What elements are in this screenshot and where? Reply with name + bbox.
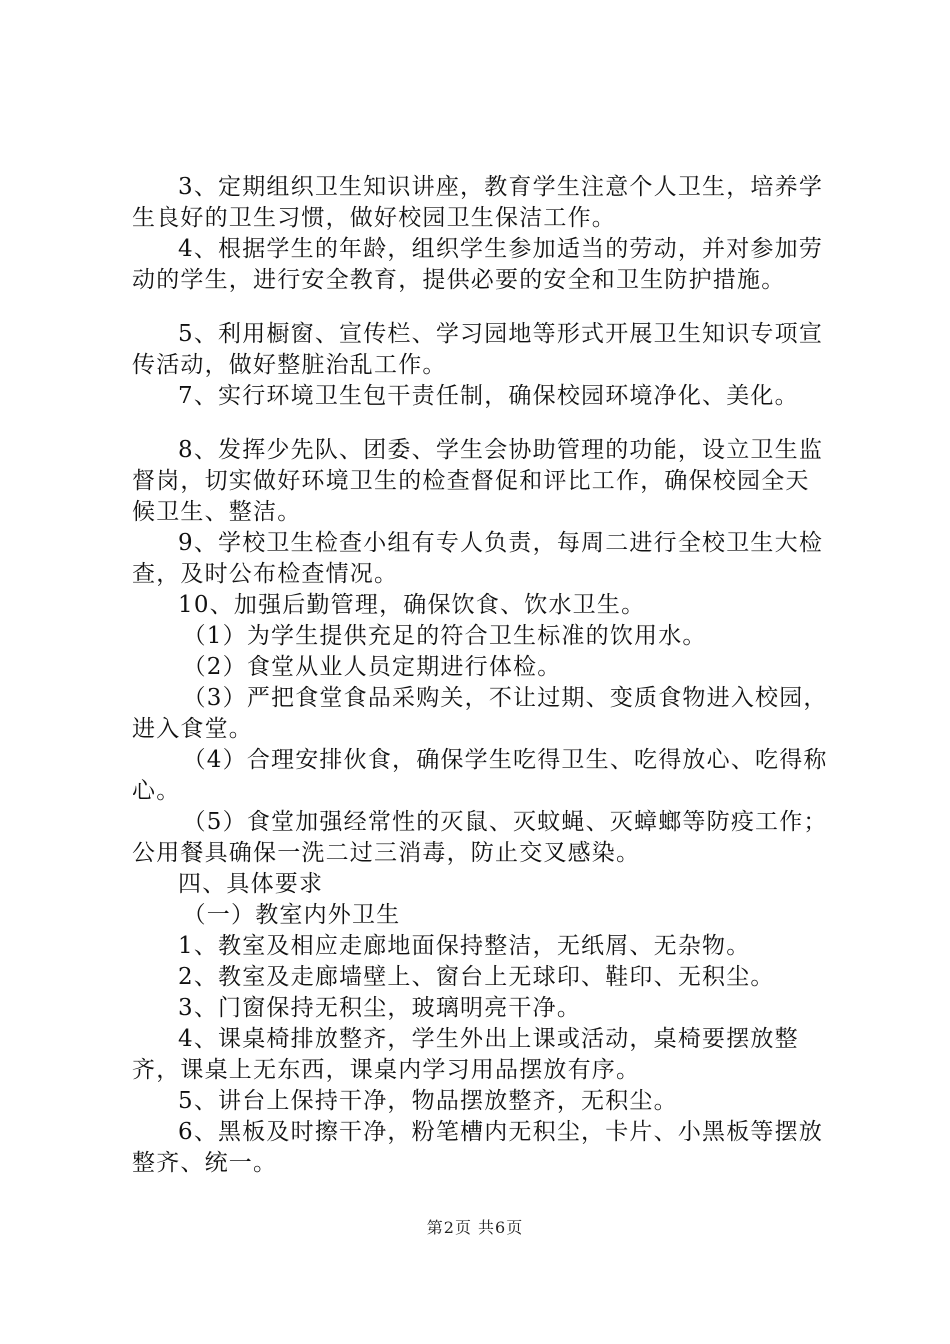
requirement-item-3: 3、门窗保持无积尘，玻璃明亮干净。: [178, 995, 582, 1021]
requirement-item-4: 4、课桌椅排放整齐，学生外出上课或活动，桌椅要摆放整齐，课桌上无东西，课桌内学习用品摆放有序。: [132, 1026, 799, 1083]
paragraph-item-10: 10、加强后勤管理，确保饮食、饮水卫生。: [178, 592, 646, 618]
page-footer: 第2页 共6页: [426, 1218, 524, 1237]
paragraph-item-4: 4、根据学生的年龄，组织学生参加适当的劳动，并对参加劳动的学生，进行安全教育，提供必要的安全和卫生防护措施。: [132, 236, 824, 293]
sub-item-5: （5）食堂加强经常性的灭鼠、灭蚊蝇、灭蟑螂等防疫工作；公用餐具确保一洗二过三消毒，防止交叉感染。: [132, 809, 828, 866]
requirement-item-1: 1、教室及相应走廊地面保持整洁，无纸屑、无杂物。: [178, 933, 751, 959]
sub-item-1: （1）为学生提供充足的符合卫生标准的饮用水。: [182, 623, 707, 649]
paragraph-item-5: 5、利用橱窗、宣传栏、学习园地等形式开展卫生知识专项宣传活动，做好整脏治乱工作。: [132, 321, 824, 378]
paragraph-item-8: 8、发挥少先队、团委、学生会协助管理的功能，设立卫生监督岗，切实做好环境卫生的检查督促和评比工作，确保校园全天候卫生、整洁。: [132, 437, 824, 525]
paragraph-item-7: 7、实行环境卫生包干责任制，确保校园环境净化、美化。: [178, 383, 799, 409]
paragraph-item-9: 9、学校卫生检查小组有专人负责，每周二进行全校卫生大检查，及时公布检查情况。: [132, 530, 824, 587]
sub-item-4: （4）合理安排伙食，确保学生吃得卫生、吃得放心、吃得称心。: [132, 747, 828, 804]
sub-item-2: （2）食堂从业人员定期进行体检。: [182, 654, 562, 680]
requirement-item-2: 2、教室及走廊墙壁上、窗台上无球印、鞋印、无积尘。: [178, 964, 775, 990]
paragraph-item-3: 3、定期组织卫生知识讲座，教育学生注意个人卫生，培养学生良好的卫生习惯，做好校园卫生保洁工作。: [132, 174, 824, 231]
sub-item-3: （3）严把食堂食品采购关，不让过期、变质食物进入校园，进入食堂。: [132, 685, 828, 742]
requirement-item-5: 5、讲台上保持干净，物品摆放整齐，无积尘。: [178, 1088, 678, 1114]
requirement-item-6: 6、黑板及时擦干净，粉笔槽内无积尘，卡片、小黑板等摆放整齐、统一。: [132, 1119, 824, 1176]
document-body: [132, 172, 832, 1179]
section-heading: 四、具体要求: [178, 871, 324, 897]
subsection-heading: （一）教室内外卫生: [182, 902, 401, 928]
